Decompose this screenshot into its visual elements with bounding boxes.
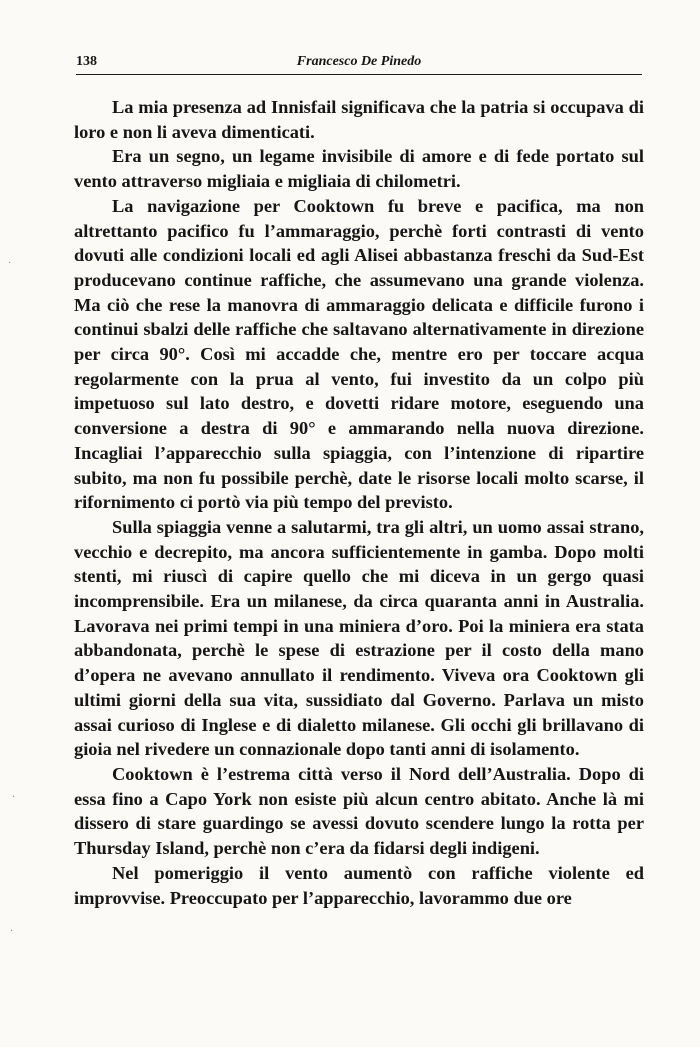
edge-mark: ·	[12, 792, 16, 803]
paragraph-4: Sulla spiaggia venne a salutarmi, tra gli altri, un uomo assai strano, vecchio e decrepito, ma ancora sufficientemente in gamba. Dopo molti stenti, mi riuscì di capire quello che mi diceva in un gergo quasi incomprensibile. Era un milanese, da circa quaranta anni in Australia. Lavorava nei primi tempi in una miniera d’oro. Poi la miniera era stata abbandonata, perchè le spese di estrazione per il costo della mano d’opera ne avevano annullato il rendimento. Viveva ora Cooktown gli ultimi giorni della sua vita, sussidiato dal Governo. Parlava un misto assai curioso di Inglese e di dialetto milanese. Gli occhi gli brillavano di gioia nel rivedere un connazionale dopo tanti anni di isolamento.	[74, 516, 644, 760]
paragraph-1: La mia presenza ad Innisfail significava che la patria si occupava di loro e non li aveva dimenticati.	[74, 97, 644, 142]
paragraph-2: Era un segno, un legame invisibile di amore e di fede portato sul vento attraverso migliaia e migliaia di chilometri.	[74, 146, 644, 192]
edge-mark: ·	[10, 926, 14, 937]
body-text	[74, 95, 644, 910]
page-header	[76, 54, 642, 74]
page-number: 138	[76, 54, 97, 69]
paragraph-3: La navigazione per Cooktown fu breve e pacifica, ma non altrettanto pacifico fu l’ammaraggio, perchè forti contrasti di vento dovuti alle condizioni locali ed agli Alisei abbastanza freschi da Sud-Est producevano continue raffiche, che assumevano una grande violenza. Ma ciò che rese la manovra di ammaraggio delicata e difficile furono i continui sbalzi delle raffiche che saltavano alternativamente in direzione per circa 90°. Così mi accadde che, mentre ero per toccare acqua regolarmente con la prua al vento, fui investito da un colpo più impetuoso sul lato destro, e dovetti ridare motore, eseguendo una conversione a destra di 90° e ammarando nella nuova direzione. Incagliai l’apparecchio sulla spiaggia, con l’intenzione di ripartire subito, ma non fu possibile perchè, date le risorse locali molto scarse, il rifornimento ci portò via più tempo del previsto.	[74, 195, 644, 513]
running-title: Francesco De Pinedo	[296, 54, 422, 69]
edge-mark: ·	[8, 258, 12, 269]
header-rule	[76, 74, 642, 75]
paragraph-5: Cooktown è l’estrema città verso il Nord dell’Australia. Dopo di essa fino a Capo York non esiste più alcun centro abitato. Anche là mi dissero di stare guardingo se avessi dovuto scendere lungo la rotta per Thursday Island, perchè non c’era da fidarsi degli indigeni.	[74, 763, 644, 859]
paragraph-6: Nel pomeriggio il vento aumentò con raffiche violente ed improvvise. Preoccupato per l’apparecchio, lavorammo due ore	[74, 862, 644, 908]
